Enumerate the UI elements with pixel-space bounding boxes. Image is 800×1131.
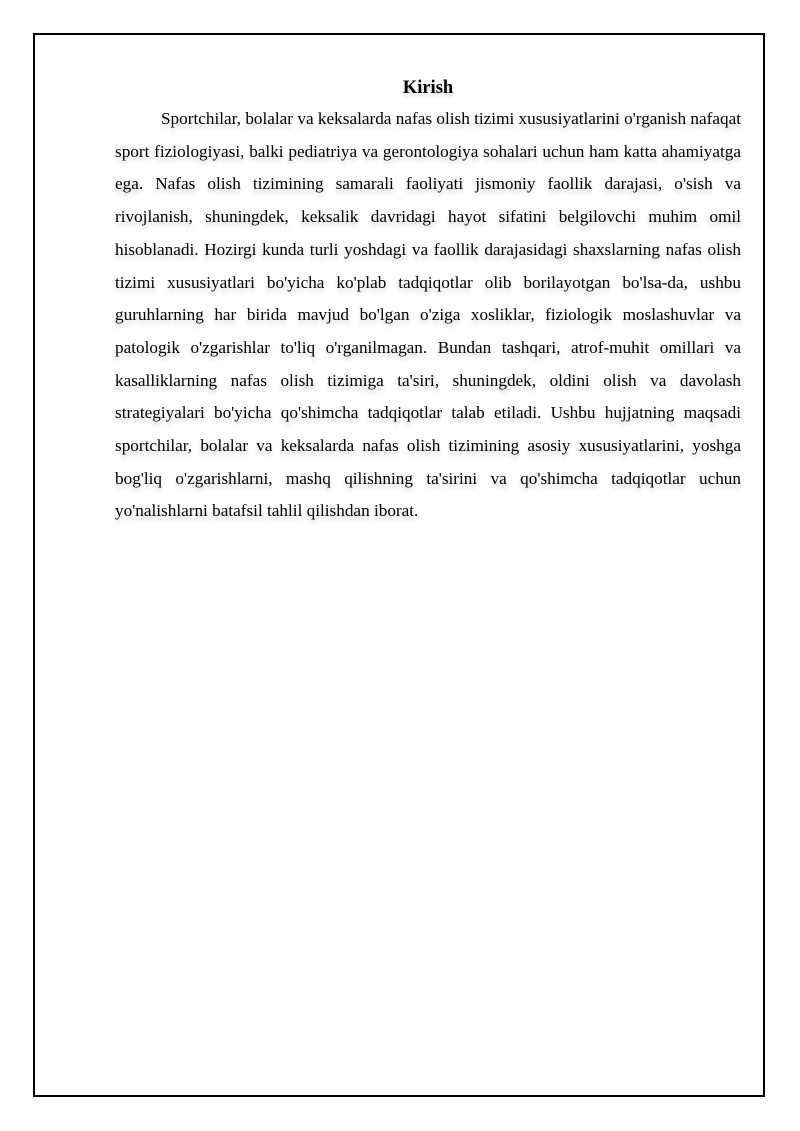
section-title: Kirish (402, 78, 454, 98)
body-paragraph: Sportchilar, bolalar va keksalarda nafas olish tizimi xususiyatlarini o'rganish nafaqat sport fiziologiyasi, balki pediatriya va gerontologiya sohalari uchun ham katta ahamiyatga ega. Nafas olish tizimining samarali faoliyati jismoniy faollik darajasi, o'sish va rivojlanish, shuningdek, keksalik davridagi hayot sifatini belgilovchi muhim omil hisoblanadi. Hozirgi kunda turli yoshdagi va faollik darajasidagi shaxslarning nafas olish tizimi xususiyatlari bo'yicha ko'plab tadqiqotlar olib borilayotgan bo'lsa-da, ushbu guruhlarning har birida mavjud bo'lgan o'ziga xosliklar, fiziologik moslashuvlar va patologik o'zgarishlar to'liq o'rganilmagan. Bundan tashqari, atrof-muhit omillari va kasalliklarning nafas olish tizimiga ta'siri, shuningdek, oldini olish va davolash strategiyalari bo'yicha qo'shimcha tadqiqotlar talab etiladi. Ushbu hujjatning maqsadi sportchilar, bolalar va keksalarda nafas olish tizimining asosiy xususiyatlarini, yoshga bog'liq o'zgarishlarni, mashq qilishning ta'sirini va qo'shimcha tadqiqotlar uchun yo'nalishlarni batafsil tahlil qilishdan iborat. (115, 109, 741, 521)
document-content (115, 75, 741, 528)
